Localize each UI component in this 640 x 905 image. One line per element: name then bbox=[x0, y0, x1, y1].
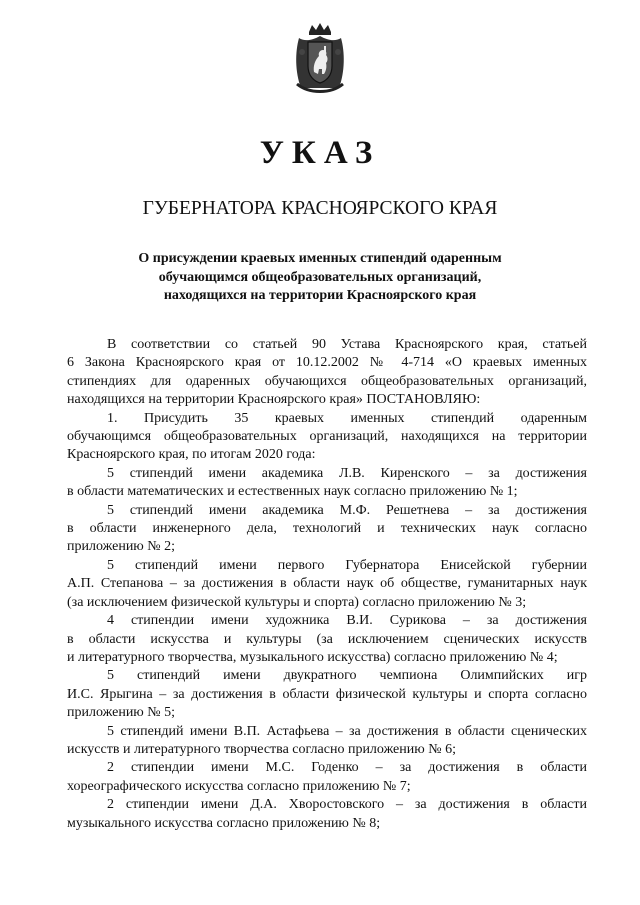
heading-line: находящихся на территории Красноярского края bbox=[163, 288, 477, 303]
document-heading bbox=[100, 250, 540, 306]
text-line: 5 стипендий имени первого Губернатора Енисейской губернии bbox=[107, 557, 587, 573]
heading-line: О присуждении краевых именных стипендий одаренным bbox=[138, 251, 502, 266]
text-line: (за исключением физической культуры и спорта) согласно приложению № 3; bbox=[67, 594, 527, 610]
paragraph-kirensky bbox=[67, 465, 587, 502]
text-line: обучающимся общеобразовательных организаций, находящихся на территории bbox=[67, 429, 587, 445]
text-line: 5 стипендий имени В.П. Астафьева – за достижения в области сценических bbox=[107, 723, 587, 739]
coat-of-arms-icon bbox=[291, 22, 349, 98]
text-line: и литературного творчества, музыкального искусства) согласно приложению № 4; bbox=[67, 649, 558, 665]
text-line: приложению № 5; bbox=[67, 705, 176, 721]
paragraph-stepanov bbox=[67, 557, 587, 612]
paragraph-godenko bbox=[67, 759, 587, 796]
text-line: стипендиях для одаренных обучающихся общеобразовательных организаций, bbox=[67, 373, 587, 389]
text-line: 2 стипендии имени М.С. Годенко – за достижения в области bbox=[107, 760, 587, 776]
text-line: искусств и литературного творчества согласно приложению № 6; bbox=[67, 741, 456, 757]
text-line: приложению № 2; bbox=[67, 539, 176, 555]
paragraph-clause-1 bbox=[67, 410, 587, 465]
text-line: А.П. Степанова – за достижения в области наук об обществе, гуманитарных наук bbox=[67, 576, 587, 592]
text-line: 5 стипендий имени академика Л.В. Киренского – за достижения bbox=[107, 465, 587, 481]
document-title: УКАЗ bbox=[259, 135, 381, 171]
paragraph-yarygin bbox=[67, 667, 587, 722]
paragraph-preamble bbox=[67, 336, 587, 410]
text-line: в области математических и естественных наук согласно приложению № 1; bbox=[67, 484, 518, 500]
paragraph-hvorostovsky bbox=[67, 796, 587, 833]
document-subtitle: ГУБЕРНАТОРА КРАСНОЯРСКОГО КРАЯ bbox=[142, 198, 498, 219]
text-line: в области инженерного дела, технологий и технических наук согласно bbox=[67, 521, 587, 537]
paragraph-astafyev bbox=[67, 723, 587, 760]
text-line: 5 стипендий имени академика М.Ф. Решетнева – за достижения bbox=[107, 502, 587, 518]
text-line: 4 стипендии имени художника В.И. Сурикова – за достижения bbox=[107, 613, 587, 629]
text-line: Красноярского края, по итогам 2020 года: bbox=[67, 447, 316, 463]
text-line: музыкального искусства согласно приложению № 8; bbox=[67, 815, 381, 831]
heading-line: обучающимся общеобразовательных организаций, bbox=[158, 269, 482, 285]
text-line: 2 стипендии имени Д.А. Хворостовского – за достижения в области bbox=[107, 797, 587, 813]
text-line: находящихся на территории Красноярского края» ПОСТАНОВЛЯЮ: bbox=[67, 392, 481, 408]
paragraph-reshetnev bbox=[67, 502, 587, 557]
text-line: И.С. Ярыгина – за достижения в области физической культуры и спорта согласно bbox=[67, 686, 587, 702]
text-line: 6 Закона Красноярского края от 10.12.2002 № 4-714 «О краевых именных bbox=[67, 355, 587, 371]
paragraph-surikov bbox=[67, 612, 587, 667]
document-body bbox=[67, 336, 587, 833]
text-line: в области искусства и культуры (за исключением сценических искусств bbox=[67, 631, 587, 647]
text-line: 1. Присудить 35 краевых именных стипендий одаренным bbox=[107, 410, 587, 426]
text-line: хореографического искусства согласно приложению № 7; bbox=[67, 778, 411, 794]
text-line: В соответствии со статьей 90 Устава Красноярского края, статьей bbox=[107, 337, 587, 352]
text-line: 5 стипендий имени двукратного чемпиона Олимпийских игр bbox=[107, 668, 587, 684]
